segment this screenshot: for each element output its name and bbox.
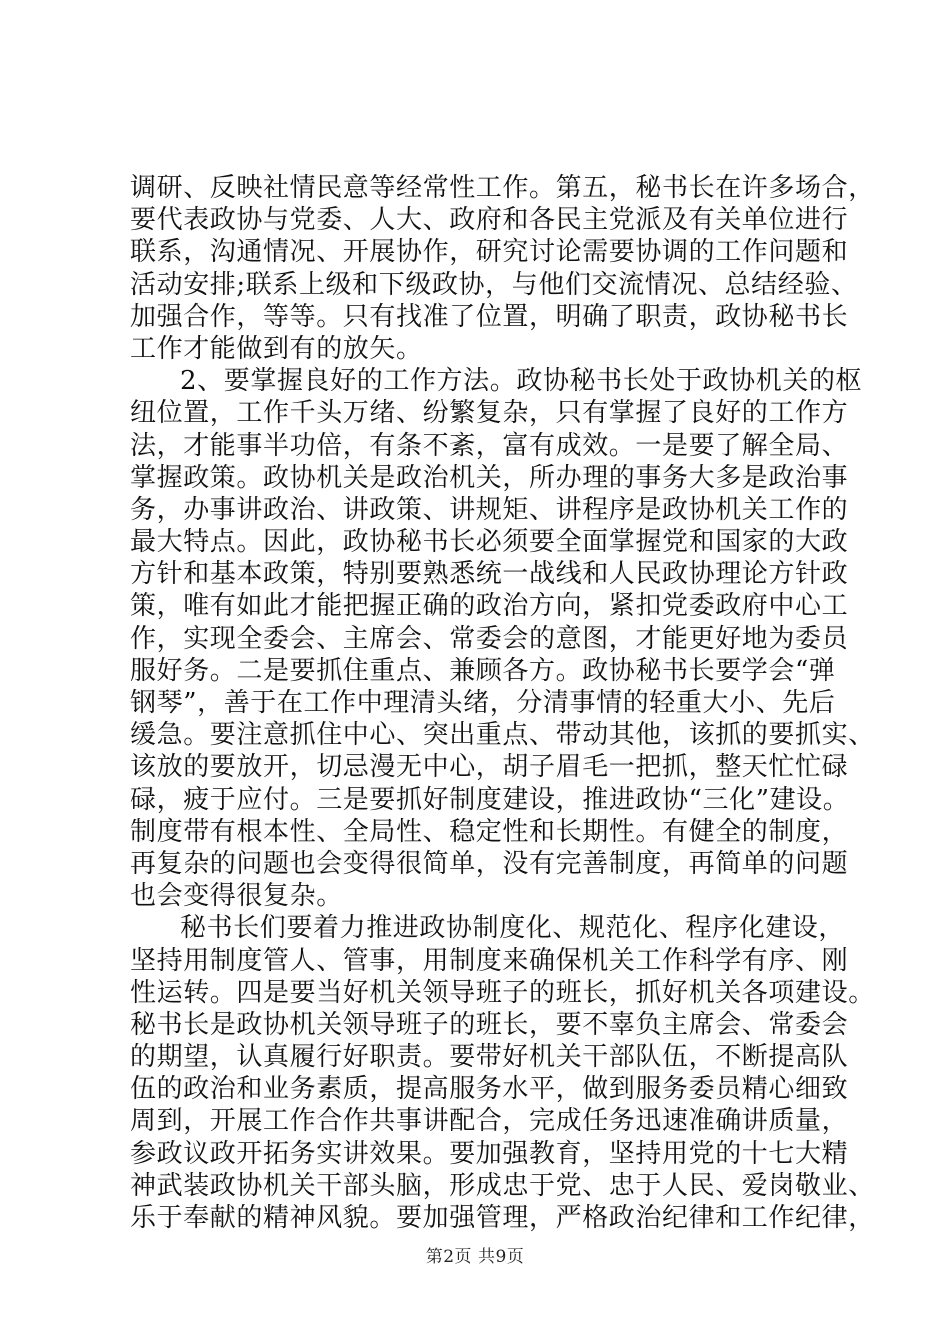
text-line: 秘书长们要着力推进政协制度化、规范化、程序化建设， bbox=[180, 913, 846, 944]
text-line: 参政议政开拓务实讲效果。要加强教育，坚持用党的十七大精 bbox=[130, 1138, 849, 1169]
text-line: 乐于奉献的精神风貌。要加强管理，严格政治纪律和工作纪律， bbox=[130, 1203, 875, 1233]
text-line: 制度带有根本性、全局性、稳定性和长期性。有健全的制度， bbox=[130, 816, 849, 847]
text-line: 纽位置，工作千头万绪、纷繁复杂，只有掌握了良好的工作方 bbox=[130, 398, 849, 429]
text-line: 服好务。二是要抓住重点、兼顾各方。政协秘书长要学会“弹 bbox=[130, 655, 836, 686]
text-line: 再复杂的问题也会变得很简单，没有完善制度，再简单的问题 bbox=[130, 848, 849, 879]
text-line: 碌，疲于应付。三是要抓好制度建设，推进政协“三化”建设。 bbox=[130, 784, 850, 815]
text-line: 2、要掌握良好的工作方法。政协秘书长处于政协机关的枢 bbox=[180, 366, 863, 397]
text-line: 缓急。要注意抓住中心、突出重点、带动其他，该抓的要抓实、 bbox=[130, 720, 875, 751]
text-line: 作，实现全委会、主席会、常委会的意图，才能更好地为委员 bbox=[130, 623, 849, 654]
text-line: 掌握政策。政协机关是政治机关，所办理的事务大多是政治事 bbox=[130, 462, 849, 493]
text-line: 性运转。四是要当好机关领导班子的班长，抓好机关各项建设。 bbox=[130, 977, 875, 1008]
page-footer bbox=[0, 1242, 950, 1267]
text-line: 方针和基本政策，特别要熟悉统一战线和人民政协理论方针政 bbox=[130, 559, 849, 590]
document-body bbox=[130, 172, 875, 1234]
text-line: 要代表政协与党委、人大、政府和各民主党派及有关单位进行 bbox=[130, 205, 849, 236]
text-line: 秘书长是政协机关领导班子的班长，要不辜负主席会、常委会 bbox=[130, 1009, 849, 1040]
text-line: 钢琴”，善于在工作中理清头绪，分清事情的轻重大小、先后 bbox=[130, 688, 836, 718]
text-line: 调研、反映社情民意等经常性工作。第五，秘书长在许多场合， bbox=[130, 173, 875, 203]
text-line: 加强合作，等等。只有找准了位置，明确了职责，政协秘书长 bbox=[130, 301, 849, 332]
text-line: 务，办事讲政治、讲政策、讲规矩、讲程序是政协机关工作的 bbox=[130, 494, 849, 525]
page-number-label: 第2页 共9页 bbox=[425, 1247, 525, 1267]
text-line: 法，才能事半功倍，有条不紊，富有成效。一是要了解全局、 bbox=[130, 430, 849, 461]
text-line: 最大特点。因此，政协秘书长必须要全面掌握党和国家的大政 bbox=[130, 527, 849, 558]
text-line: 策，唯有如此才能把握正确的政治方向，紧扣党委政府中心工 bbox=[130, 591, 849, 622]
text-line: 伍的政治和业务素质，提高服务水平，做到服务委员精心细致 bbox=[130, 1074, 849, 1105]
text-line: 该放的要放开，切忌漫无中心，胡子眉毛一把抓，整天忙忙碌 bbox=[130, 752, 849, 783]
text-line: 神武装政协机关干部头脑，形成忠于党、忠于人民、爱岗敬业、 bbox=[130, 1170, 875, 1201]
text-line: 的期望，认真履行好职责。要带好机关干部队伍，不断提高队 bbox=[130, 1042, 849, 1073]
text-line: 活动安排;联系上级和下级政协，与他们交流情况、总结经验、 bbox=[130, 269, 858, 300]
text-line: 联系，沟通情况、开展协作，研究讨论需要协调的工作问题和 bbox=[130, 237, 849, 268]
text-line: 工作才能做到有的放矢。 bbox=[130, 333, 423, 364]
text-line: 坚持用制度管人、管事，用制度来确保机关工作科学有序、刚 bbox=[130, 945, 849, 976]
text-line: 也会变得很复杂。 bbox=[130, 881, 343, 912]
text-line: 周到，开展工作合作共事讲配合，完成任务迅速准确讲质量， bbox=[130, 1106, 849, 1137]
